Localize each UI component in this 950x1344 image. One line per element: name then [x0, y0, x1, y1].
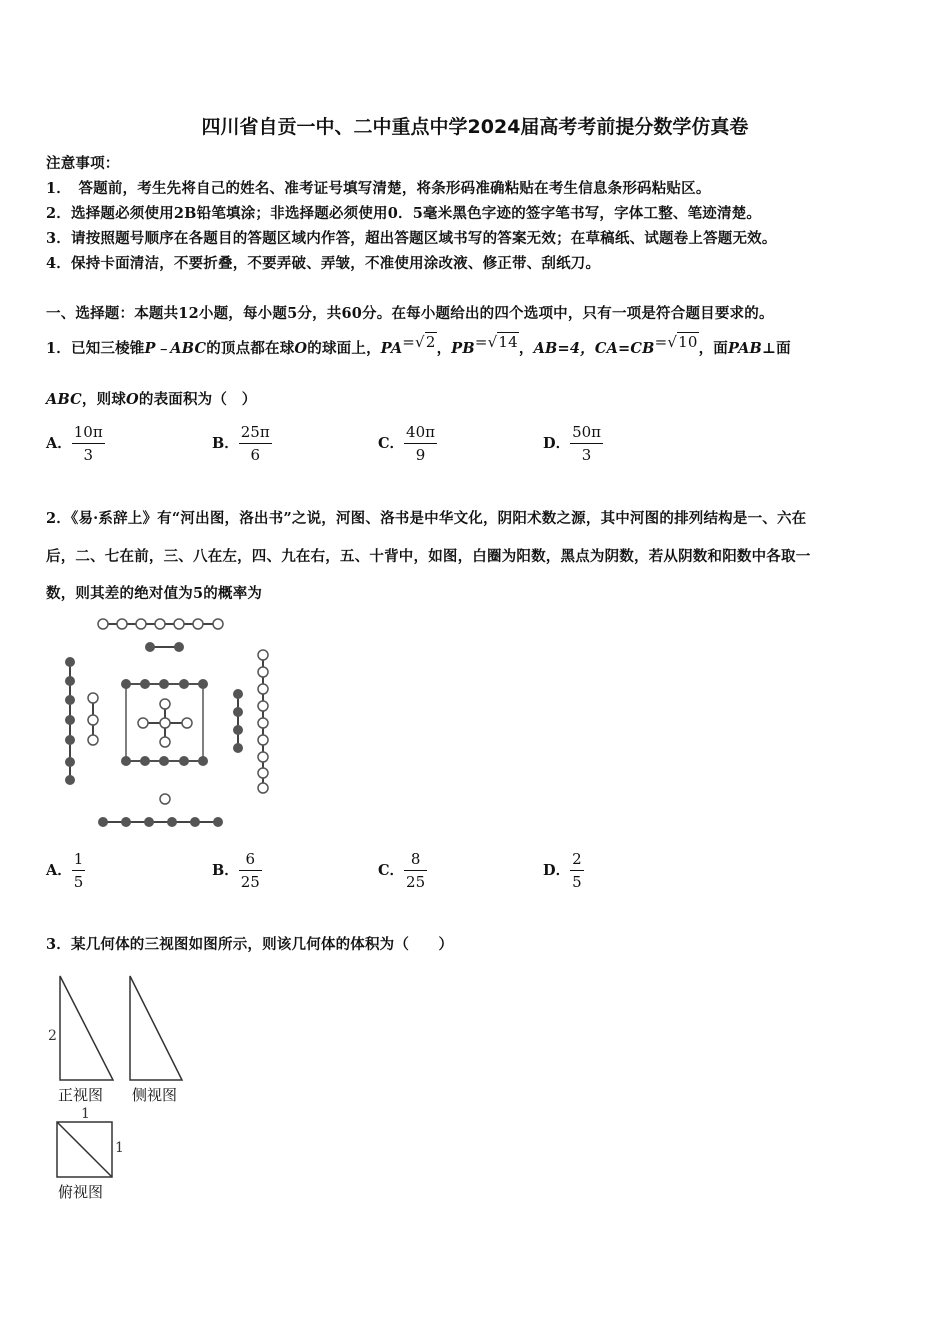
fraction: $\frac{1}{5}$ [73, 850, 84, 891]
q1-option-b[interactable]: B． $\frac{25\pi}{6}$ [212, 423, 270, 464]
question-1-text: 1．已知三棱锥P﹣ABC的顶点都在球O的球面上，PA=√2，PB=√14，AB=4，CA=CB=√10，面PAB⊥面 [46, 333, 791, 357]
sqrt-10: =√10 [654, 333, 698, 351]
top-view-figure [50, 1104, 130, 1184]
question-3-text: 3．某几何体的三视图如图所示，则该几何体的体积为（ ） [46, 936, 454, 953]
q1-option-d[interactable]: D． $\frac{50\pi}{3}$ [543, 423, 602, 464]
sqrt-2: =√2 [402, 333, 436, 351]
fraction: $\frac{8}{25}$ [406, 850, 426, 891]
notice-item: 4．保持卡面清洁，不要折叠，不要弄破、弄皱，不准使用涂改液、修正带、刮纸刀。 [46, 255, 601, 272]
top-depth-label: 1 [115, 1140, 124, 1156]
front-view-label: 正视图 [58, 1086, 104, 1104]
fraction: $\frac{6}{25}$ [240, 850, 260, 891]
q2-option-c[interactable]: C． $\frac{8}{25}$ [378, 850, 426, 891]
front-view-figure [45, 970, 120, 1085]
question-2-text: 2．《易·系辞上》有“河出图，洛出书”之说，河图、洛书是中华文化，阴阳术数之源，其中河图的排列结构是一、六在 [46, 510, 807, 527]
fraction: $\frac{50\pi}{3}$ [572, 423, 602, 464]
question-2-text: 数，则其差的绝对值为5的概率为 [46, 585, 263, 602]
notice-item: 2．选择题必须使用2B铅笔填涂；非选择题必须使用0．5毫米黑色字迹的签字笔书写，字体工整、笔迹清楚。 [46, 205, 762, 222]
q2-option-a[interactable]: A． $\frac{1}{5}$ [46, 850, 84, 891]
side-view-label: 侧视图 [132, 1086, 178, 1104]
top-view-label: 俯视图 [58, 1183, 104, 1201]
section-heading: 一、选择题：本题共12小题，每小题5分，共60分。在每小题给出的四个选项中，只有一项是符合题目要求的。 [46, 305, 774, 322]
fraction: $\frac{40\pi}{9}$ [406, 423, 435, 464]
question-1-text-2: ABC，则球O的表面积为（ ） [46, 391, 257, 408]
q1-option-c[interactable]: C． $\frac{40\pi}{9}$ [378, 423, 435, 464]
q1-option-a[interactable]: A． $\frac{10\pi}{3}$ [46, 423, 103, 464]
notice-item: 1． 答题前，考生先将自己的姓名、准考证号填写清楚，将条形码准确粘贴在考生信息条形码粘贴区。 [46, 180, 711, 197]
fraction: $\frac{10\pi}{3}$ [73, 423, 103, 464]
fraction: $\frac{25\pi}{6}$ [240, 423, 270, 464]
side-view-figure [120, 970, 190, 1085]
q2-option-d[interactable]: D． $\frac{2}{5}$ [543, 850, 582, 891]
notice-heading: 注意事项： [46, 155, 120, 172]
hetu-diagram [50, 610, 290, 835]
fraction: $\frac{2}{5}$ [572, 850, 582, 891]
notice-item: 3．请按照题号顺序在各题目的答题区域内作答，超出答题区域书写的答案无效；在草稿纸、试题卷上答题无效。 [46, 230, 777, 247]
top-width-label: 1 [81, 1106, 90, 1122]
page-title: 四川省自贡一中、二中重点中学2024届高考考前提分数学仿真卷 [201, 116, 749, 138]
front-height-label: 2 [48, 1028, 57, 1044]
question-2-text: 后，二、七在前，三、八在左，四、九在右，五、十背中，如图，白圈为阳数，黑点为阴数，若从阴数和阳数中各取一 [46, 548, 811, 565]
q2-option-b[interactable]: B． $\frac{6}{25}$ [212, 850, 260, 891]
sqrt-14: =√14 [474, 333, 518, 351]
